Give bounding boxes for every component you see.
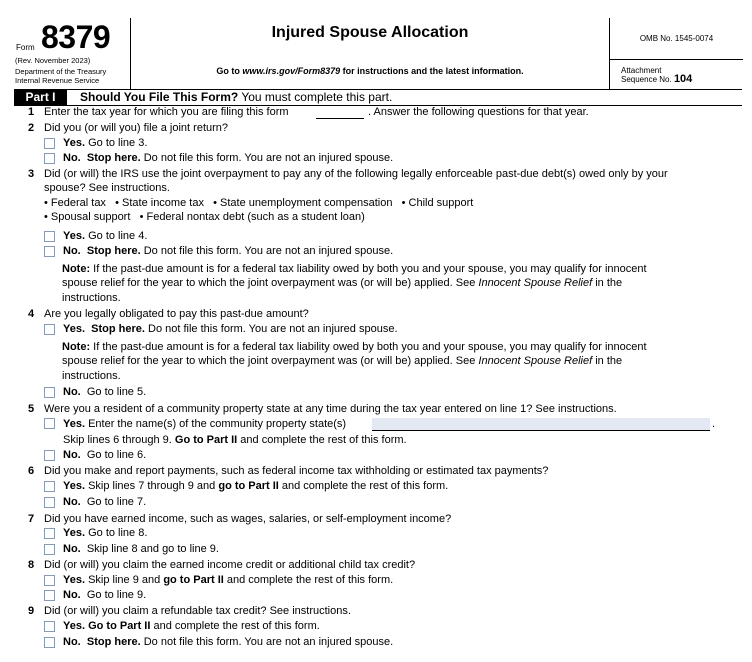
goto-suffix: for instructions and the latest information. xyxy=(340,66,524,76)
line-7-yes: Yes. Go to line 8. xyxy=(63,527,148,539)
form-number: 8379 xyxy=(41,19,111,55)
community-property-states-input[interactable] xyxy=(372,418,710,431)
line-9-no: No. Stop here. Do not file this form. You are not an injured spouse. xyxy=(63,636,394,648)
part-1-title-bold: Should You File This Form? xyxy=(80,90,239,104)
line-2-yes-checkbox[interactable] xyxy=(44,138,55,149)
form-title-block xyxy=(131,18,609,89)
department-name: Department of the Treasury xyxy=(15,67,107,76)
line-6-yes: Yes. Skip lines 7 through 9 and go to Part II and complete the rest of this form. xyxy=(63,480,449,492)
line-3-question-1: Did (or will) the IRS use the joint overpayment to pay any of the following legally enforceable past-due debt(s) owed only by your xyxy=(44,168,668,180)
goto-url-link[interactable]: www.irs.gov/Form8379 xyxy=(242,66,341,76)
line-5-period: . xyxy=(712,418,716,430)
omb-block xyxy=(609,18,743,89)
line-4-number: 4 xyxy=(28,308,35,320)
part-1-header xyxy=(14,90,742,106)
line-4-yes: Yes. Stop here. Do not file this form. You are not an injured spouse. xyxy=(63,323,398,335)
line-3-bullets-2: • Spousal support • Federal nontax debt (such as a student loan) xyxy=(44,211,365,223)
line-5-question: Were you a resident of a community property state at any time during the tax year entered on line 1? See instructions. xyxy=(44,403,617,415)
agency-block xyxy=(15,67,106,85)
line-2-yes: Yes. Go to line 3. xyxy=(63,137,148,149)
line-7-number: 7 xyxy=(28,513,35,525)
line-9-number: 9 xyxy=(28,605,35,617)
line-3-yes-checkbox[interactable] xyxy=(44,231,55,242)
omb-number: OMB No. 1545-0074 xyxy=(610,18,743,60)
form-word: Form xyxy=(16,43,35,52)
line-2-number: 2 xyxy=(28,122,35,134)
line-3-note-2: spouse relief for the year to which the joint overpayment was (or will be) applied. See Innocent Spouse Relief in the xyxy=(62,277,623,289)
line-4-note-3: instructions. xyxy=(62,370,121,382)
tax-year-input[interactable] xyxy=(316,118,364,119)
attachment-label: Attachment xyxy=(621,66,662,75)
line-5-number: 5 xyxy=(28,403,35,415)
line-5-yes-checkbox[interactable] xyxy=(44,418,55,429)
line-5-yes: Yes. Enter the name(s) of the community property state(s) xyxy=(63,418,347,430)
line-2-question: Did you (or will you) file a joint return? xyxy=(44,122,229,134)
form-id-block xyxy=(14,18,131,89)
line-4-no: No. Go to line 5. xyxy=(63,386,147,398)
line-7-no: No. Skip line 8 and go to line 9. xyxy=(63,543,219,555)
form-revision: (Rev. November 2023) xyxy=(15,56,91,65)
line-1-text: Enter the tax year for which you are filing this form xyxy=(44,106,289,118)
line-9-yes: Yes. Go to Part II and complete the rest of this form. xyxy=(63,620,320,632)
line-8-yes: Yes. Skip line 9 and go to Part II and complete the rest of this form. xyxy=(63,574,394,586)
line-9-yes-checkbox[interactable] xyxy=(44,621,55,632)
part-1-subtitle: You must complete this part. xyxy=(238,90,393,104)
line-4-yes-checkbox[interactable] xyxy=(44,324,55,335)
line-3-note-3: instructions. xyxy=(62,292,121,304)
line-5-skip: Skip lines 6 through 9. Go to Part II and complete the rest of this form. xyxy=(63,434,407,446)
line-6-no: No. Go to line 7. xyxy=(63,496,147,508)
line-3-question-2: spouse? See instructions. xyxy=(44,182,170,194)
line-6-yes-checkbox[interactable] xyxy=(44,481,55,492)
sequence-label: Sequence No. xyxy=(621,75,672,84)
goto-instructions xyxy=(131,66,609,76)
part-1-label: Part I xyxy=(14,90,67,105)
sequence-number: 104 xyxy=(673,73,693,85)
line-1-text-end: . Answer the following questions for that year. xyxy=(368,106,589,118)
line-6-question: Did you make and report payments, such as federal income tax withholding or estimated tax payments? xyxy=(44,465,549,477)
irs-name: Internal Revenue Service xyxy=(15,76,100,85)
line-2-no: No. Stop here. Do not file this form. You are not an injured spouse. xyxy=(63,152,394,164)
form-header xyxy=(14,18,742,90)
line-8-question: Did (or will) you claim the earned income credit or additional child tax credit? xyxy=(44,559,416,571)
line-7-no-checkbox[interactable] xyxy=(44,544,55,555)
line-4-question: Are you legally obligated to pay this past-due amount? xyxy=(44,308,309,320)
line-3-note-1: Note: If the past-due amount is for a federal tax liability owed by both you and your spouse, you may qualify for innocent xyxy=(62,263,647,275)
line-3-bullets-1: • Federal tax • State income tax • State unemployment compensation • Child support xyxy=(44,197,474,209)
line-5-no: No. Go to line 6. xyxy=(63,449,147,461)
line-4-no-checkbox[interactable] xyxy=(44,387,55,398)
line-3-yes: Yes. Go to line 4. xyxy=(63,230,148,242)
line-8-no: No. Go to line 9. xyxy=(63,589,147,601)
line-8-number: 8 xyxy=(28,559,35,571)
line-6-no-checkbox[interactable] xyxy=(44,497,55,508)
line-1-number: 1 xyxy=(28,106,35,118)
form-title: Injured Spouse Allocation xyxy=(271,24,469,41)
line-4-note-2: spouse relief for the year to which the joint overpayment was (or will be) applied. See Innocent Spouse Relief in the xyxy=(62,355,623,367)
goto-prefix: Go to xyxy=(216,66,243,76)
line-3-no-checkbox[interactable] xyxy=(44,246,55,257)
part-1-title xyxy=(80,90,392,105)
line-2-no-checkbox[interactable] xyxy=(44,153,55,164)
line-7-yes-checkbox[interactable] xyxy=(44,528,55,539)
line-9-no-checkbox[interactable] xyxy=(44,637,55,648)
line-4-note-1: Note: If the past-due amount is for a federal tax liability owed by both you and your spouse, you may qualify for innocent xyxy=(62,341,647,353)
line-3-no: No. Stop here. Do not file this form. You are not an injured spouse. xyxy=(63,245,394,257)
attachment-sequence xyxy=(621,66,692,84)
line-6-number: 6 xyxy=(28,465,35,477)
line-3-number: 3 xyxy=(28,168,35,180)
line-8-yes-checkbox[interactable] xyxy=(44,575,55,586)
line-5-no-checkbox[interactable] xyxy=(44,450,55,461)
line-8-no-checkbox[interactable] xyxy=(44,590,55,601)
line-9-question: Did (or will) you claim a refundable tax credit? See instructions. xyxy=(44,605,351,617)
line-7-question: Did you have earned income, such as wages, salaries, or self-employment income? xyxy=(44,513,452,525)
